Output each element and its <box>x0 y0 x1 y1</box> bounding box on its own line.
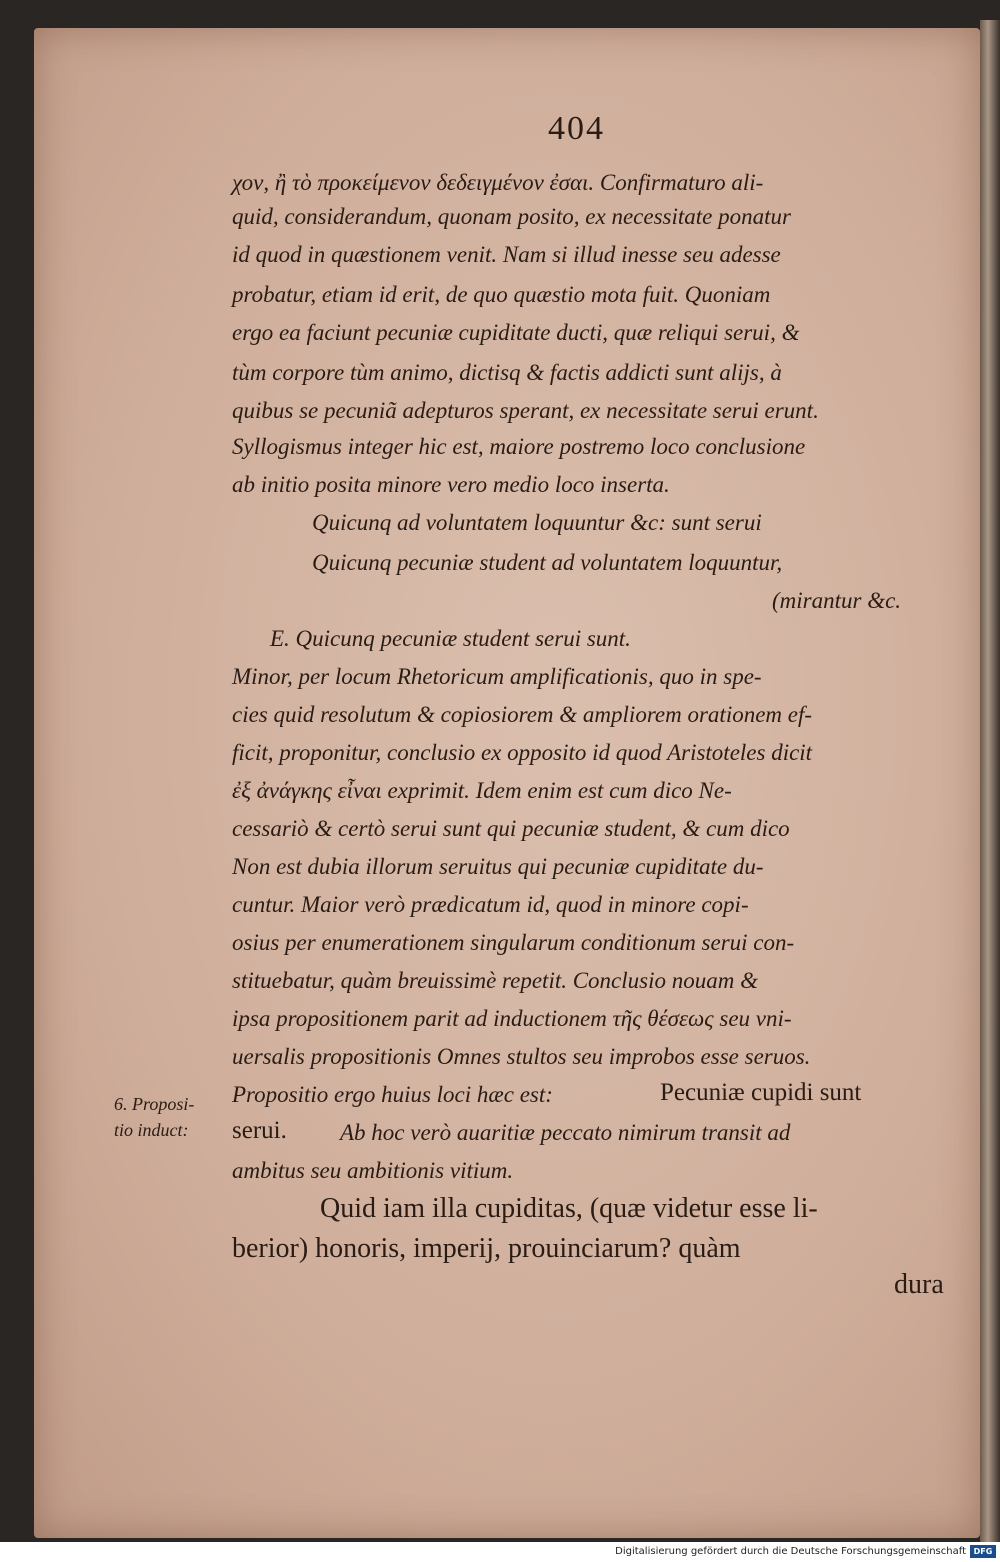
text-line: χον, ἢ τὸ προκείμενον δεδειγμένον ἐσαι. Confirmaturo ali- <box>232 170 764 195</box>
footer-text: Digitalisierung gefördert durch die Deutsche Forschungsgemeinschaft <box>615 1546 966 1557</box>
text-line: ambitus seu ambitionis vitium. <box>232 1158 514 1183</box>
text-line: tùm corpore tùm animo, dictisq & factis addicti sunt alijs, à <box>232 360 782 385</box>
text-line: ipsa propositionem parit ad inductionem τῆς θέσεως seu vni- <box>232 1006 792 1031</box>
book-edge <box>980 20 1000 1548</box>
text-line: id quod in quæstionem venit. Nam si illud inesse seu adesse <box>232 242 781 267</box>
text-line: cessariò & certò serui sunt qui pecuniæ student, & cum dico <box>232 816 790 841</box>
text-line: probatur, etiam id erit, de quo quæstio mota fuit. Quoniam <box>232 282 771 307</box>
text-line: uersalis propositionis Omnes stultos seu improbos esse seruos. <box>232 1044 811 1069</box>
text-line-large: Quid iam illa cupiditas, (quæ videtur esse li- <box>320 1193 818 1224</box>
text-line: Minor, per locum Rhetoricum amplificationis, quo in spe- <box>232 664 762 689</box>
text-line: quibus se pecuniã adepturos sperant, ex necessitate serui erunt. <box>232 398 819 423</box>
text-line: ergo ea faciunt pecuniæ cupiditate ducti, quæ reliqui serui, & <box>232 320 800 345</box>
text-line: ἐξ ἀνάγκης εἶναι exprimit. Idem enim est cum dico Ne- <box>232 778 732 803</box>
margin-note: 6. Proposi- <box>114 1094 195 1114</box>
text-line: Quicunq pecuniæ student ad voluntatem loquuntur, <box>312 550 783 575</box>
text-line: cies quid resolutum & copiosiorem & ampliorem orationem ef- <box>232 702 813 727</box>
margin-note: tio induct: <box>114 1120 189 1140</box>
text-line: Quicunq ad voluntatem loquuntur &c: sunt serui <box>312 510 762 535</box>
text-line-large: dura <box>894 1269 944 1300</box>
text-line: ficit, proponitur, conclusio ex opposito id quod Aristoteles dicit <box>232 740 813 765</box>
text-line: (mirantur &c. <box>772 588 902 613</box>
text-line-large: berior) honoris, imperij, prouinciarum? quàm <box>232 1233 741 1264</box>
text-line-roman: serui. <box>232 1117 287 1144</box>
dfg-logo: DFG <box>970 1545 996 1558</box>
text-line: stituebatur, quàm breuissimè repetit. Conclusio nouam & <box>232 968 759 993</box>
text-line-roman: Pecuniæ cupidi sunt <box>660 1079 862 1106</box>
text-line: quid, considerandum, quonam posito, ex necessitate ponatur <box>232 204 791 229</box>
text-line: Propositio ergo huius loci hæc est: <box>232 1082 553 1107</box>
text-line: Ab hoc verò auaritiæ peccato nimirum transit ad <box>340 1120 791 1145</box>
text-line: Syllogismus integer hic est, maiore postremo loco conclusione <box>232 434 806 459</box>
text-line: ab initio posita minore vero medio loco inserta. <box>232 472 670 497</box>
text-line: cuntur. Maior verò prædicatum id, quod in minore copi- <box>232 892 749 917</box>
text-line: E. Quicunq pecuniæ student serui sunt. <box>270 626 631 651</box>
text-line: Non est dubia illorum seruitus qui pecuniæ cupiditate du- <box>232 854 764 879</box>
text-line: osius per enumerationem singularum conditionum serui con- <box>232 930 795 955</box>
page-number: 404 <box>548 110 605 147</box>
